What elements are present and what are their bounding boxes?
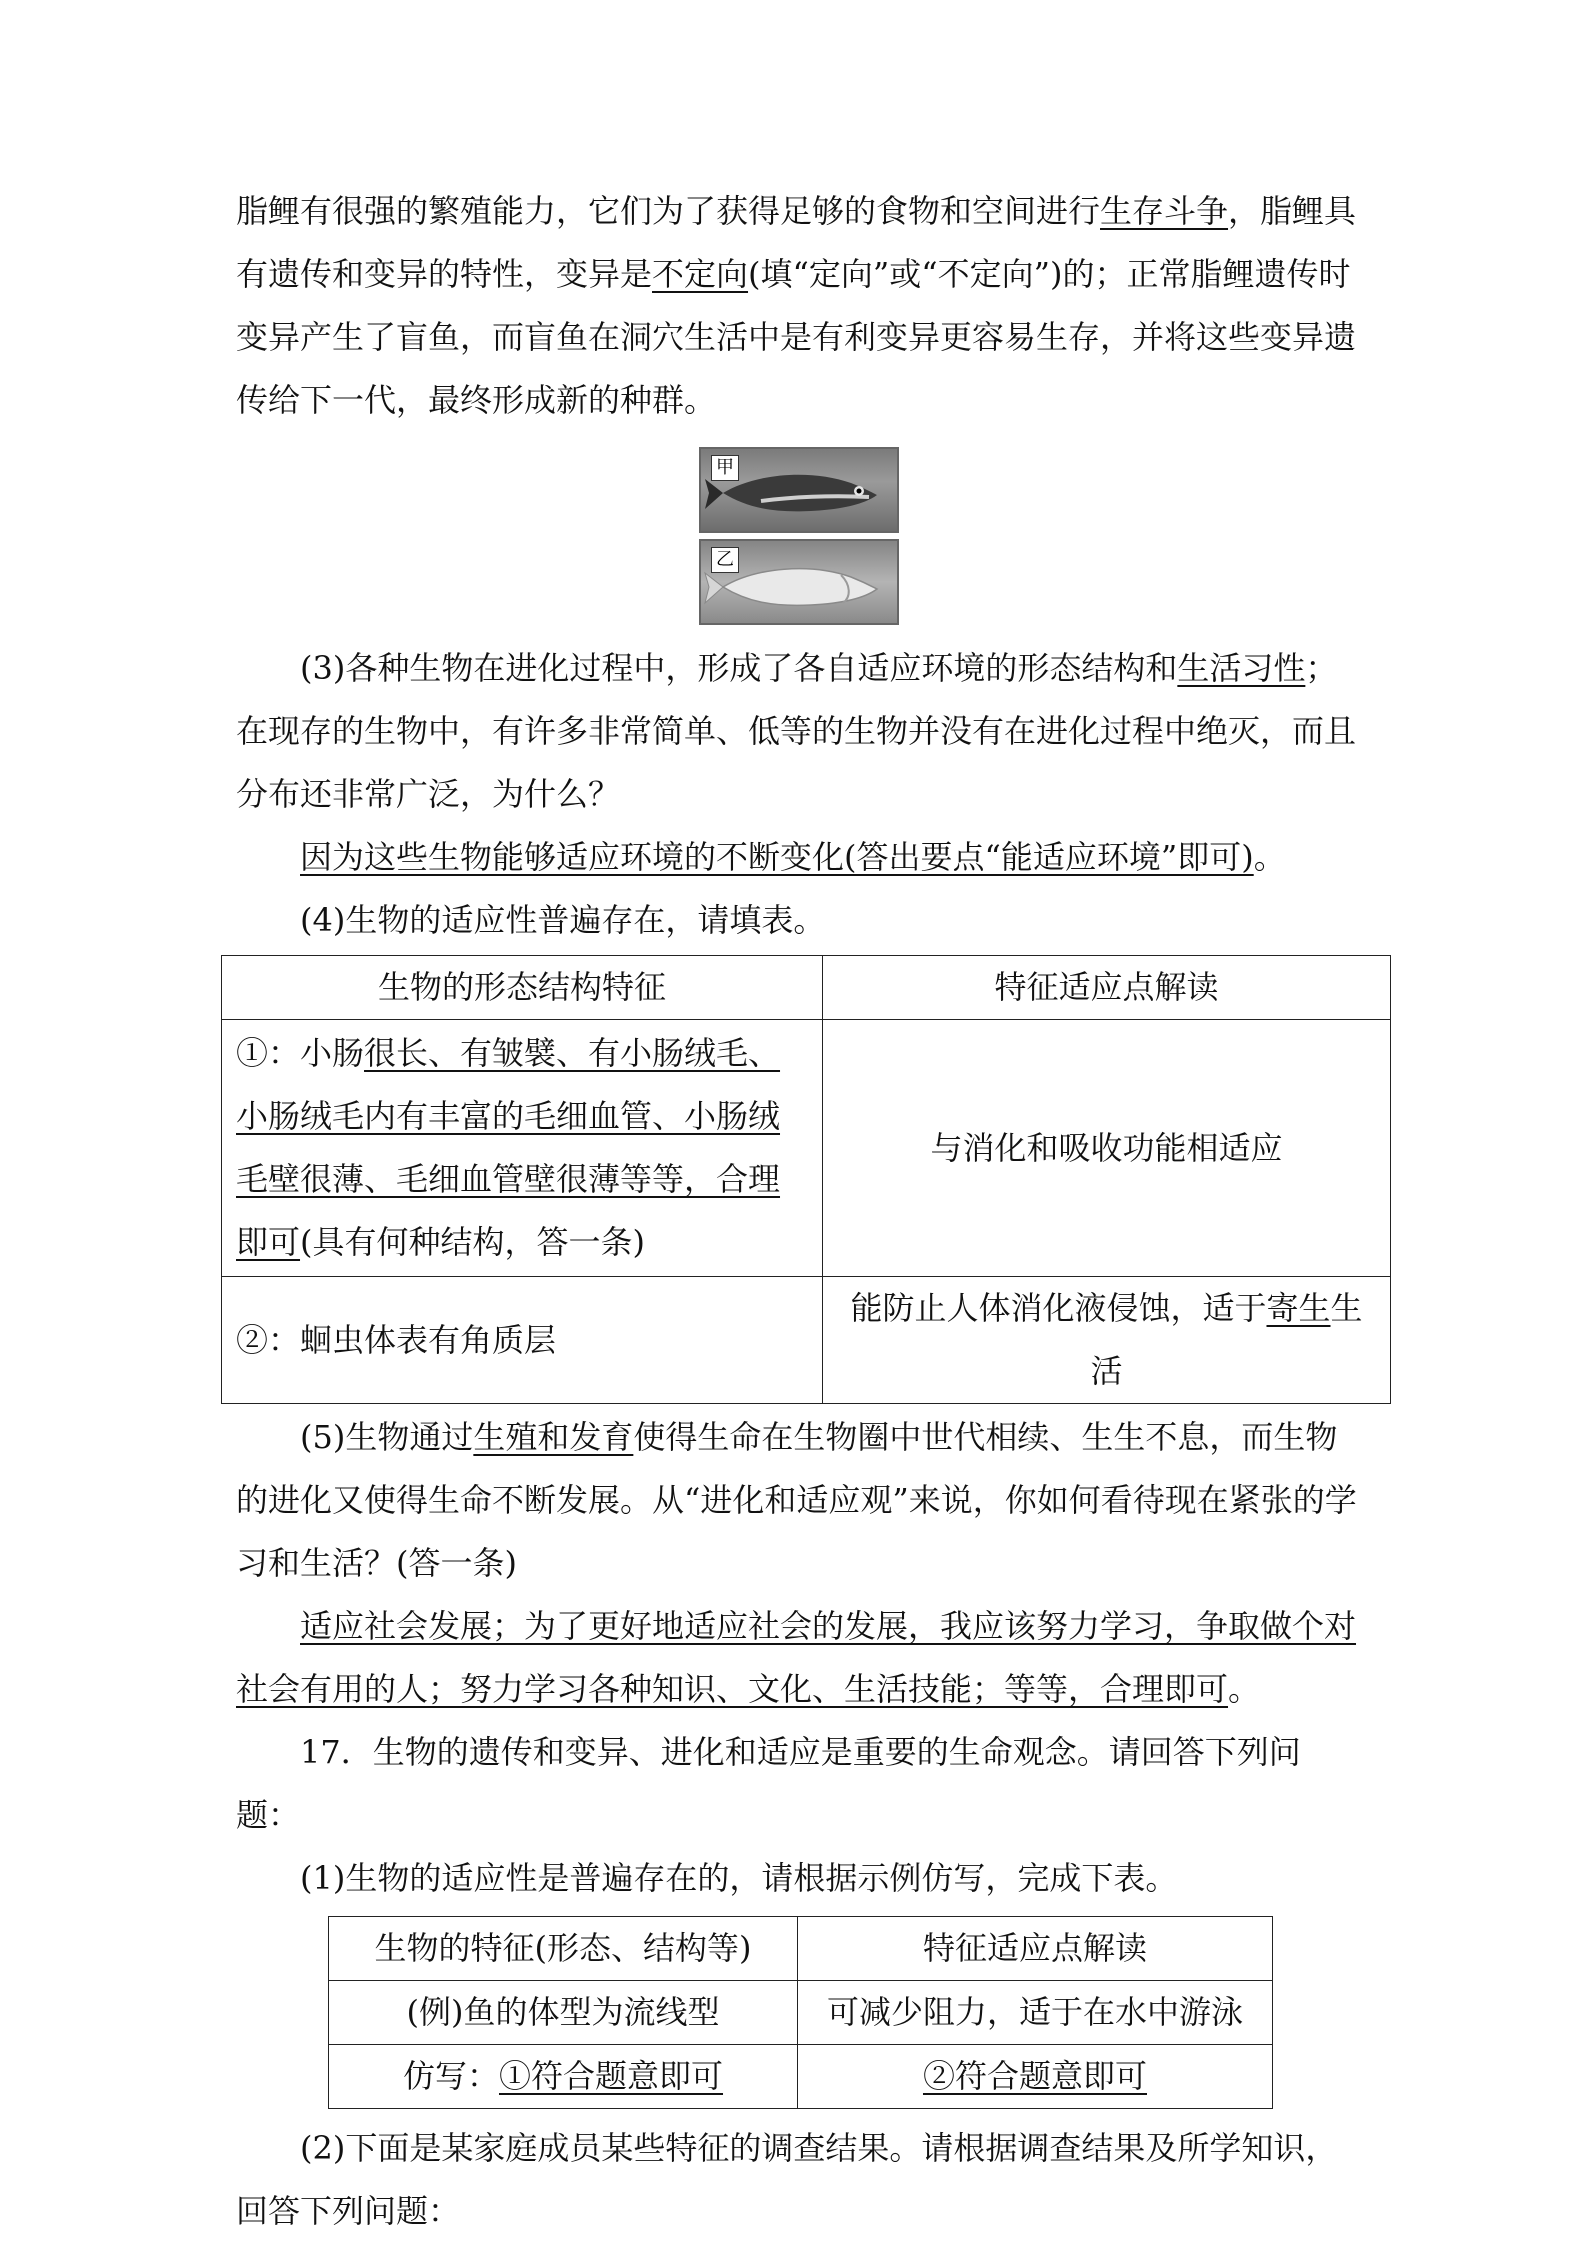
text: (填“定向”或“不定向”)的；正常脂鲤遗传时变异产生了盲鱼，而盲鱼在洞穴生活中是有利变异更容易生存，并将这些变异遗传给下一代，最终形成新的种群。 xyxy=(236,255,1357,419)
answer-blank: 生存斗争 xyxy=(1100,192,1229,230)
paragraph-q17-2: (2)下面是某家庭成员某些特征的调查结果。请根据调查结果及所学知识，回答下列问题： xyxy=(236,2129,1338,2230)
answer-blank: 因为这些生物能够适应环境的不断变化(答出要点“能适应环境”即可) xyxy=(300,838,1254,876)
answer-blank: 适应社会发展；为了更好地适应社会的发展，我应该努力学习，争取做个对社会有用的人；努力学习各种知识、文化、生活技能；等等，合理即可 xyxy=(236,1607,1357,1708)
table-cell: 可减少阻力，适于在水中游泳 xyxy=(798,1981,1273,2045)
table-cell: ②：蛔虫体表有角质层 xyxy=(222,1277,823,1404)
table-cell xyxy=(798,2045,1273,2109)
table-header-cell: 特征适应点解读 xyxy=(823,956,1391,1020)
figure-label-a: 甲 xyxy=(711,455,739,481)
figure-label-b: 乙 xyxy=(711,547,739,573)
table-row xyxy=(222,1277,1391,1404)
answer-blank: ②符合题意即可 xyxy=(922,2057,1147,2095)
text: 能防止人体消化液侵蚀，适于 xyxy=(850,1289,1267,1327)
paragraph-q3 xyxy=(236,637,1362,826)
table-cell xyxy=(222,1020,823,1277)
text: 仿写： xyxy=(402,2057,499,2095)
answer-blank: 很长、有皱襞、有小肠绒毛、小肠绒毛内有丰富的毛细血管、小肠绒毛壁很薄、毛细血管壁很薄等等，合理即可 xyxy=(236,1034,781,1261)
document-page xyxy=(236,180,1362,2243)
fish-photo-normal xyxy=(699,447,899,533)
table-row xyxy=(329,2045,1273,2109)
answer-blank: ①符合题意即可 xyxy=(499,2057,724,2095)
text: 。 xyxy=(1228,1670,1261,1708)
table-cell xyxy=(329,2045,798,2109)
paragraph-q5 xyxy=(236,1406,1362,1595)
text: (5)生物通过 xyxy=(300,1418,474,1456)
table-header-cell: 生物的特征(形态、结构等) xyxy=(329,1917,798,1981)
text: ①：小肠 xyxy=(236,1034,365,1072)
text: 生活 xyxy=(1090,1289,1363,1390)
text: (具有何种结构，答一条) xyxy=(300,1223,645,1261)
adaptation-table-1 xyxy=(221,955,1391,1404)
table-cell: (例)鱼的体型为流线型 xyxy=(329,1981,798,2045)
answer-blank: 生活习性 xyxy=(1177,649,1306,687)
answer-blank: 寄生 xyxy=(1266,1289,1331,1327)
paragraph-q17-1: (1)生物的适应性是普遍存在的，请根据示例仿写，完成下表。 xyxy=(300,1859,1178,1897)
text: ，脂鲤具有遗传和变异的特性，变异是 xyxy=(236,192,1357,293)
answer-blank: 生殖和发育 xyxy=(473,1418,634,1456)
fish-photo-blind xyxy=(699,539,899,625)
paragraph-cavefish xyxy=(236,180,1362,432)
table-header-row xyxy=(222,956,1391,1020)
table-header-cell: 特征适应点解读 xyxy=(798,1917,1273,1981)
text: 使得生命在生物圈中世代相续、生生不息，而生物的进化又使得生命不断发展。从“进化和适应观”来说，你如何看待现在紧张的学习和生活？(答一条) xyxy=(236,1418,1357,1582)
table-cell: 与消化和吸收功能相适应 xyxy=(823,1020,1391,1277)
answer-blank: 不定向 xyxy=(652,255,749,293)
adaptation-table-2 xyxy=(328,1916,1273,2109)
paragraph-q3-answer xyxy=(236,826,1362,889)
text: 。 xyxy=(1253,838,1286,876)
table-cell xyxy=(823,1277,1391,1404)
table-row xyxy=(222,1020,1391,1277)
table-row xyxy=(329,1981,1273,2045)
text: (3)各种生物在进化过程中，形成了各自适应环境的形态结构和 xyxy=(300,649,1178,687)
question-17-stem: 17．生物的遗传和变异、进化和适应是重要的生命观念。请回答下列问题： xyxy=(236,1733,1301,1834)
text: ；在现存的生物中，有许多非常简单、低等的生物并没有在进化过程中绝灭，而且分布还非常广泛，为什么？ xyxy=(236,649,1357,813)
paragraph-q4: (4)生物的适应性普遍存在，请填表。 xyxy=(300,901,826,939)
table-header-cell: 生物的形态结构特征 xyxy=(222,956,823,1020)
paragraph-q5-answer xyxy=(236,1595,1362,1721)
fish-figure xyxy=(699,447,899,625)
text: 脂鲤有很强的繁殖能力，它们为了获得足够的食物和空间进行 xyxy=(236,192,1101,230)
table-header-row xyxy=(329,1917,1273,1981)
